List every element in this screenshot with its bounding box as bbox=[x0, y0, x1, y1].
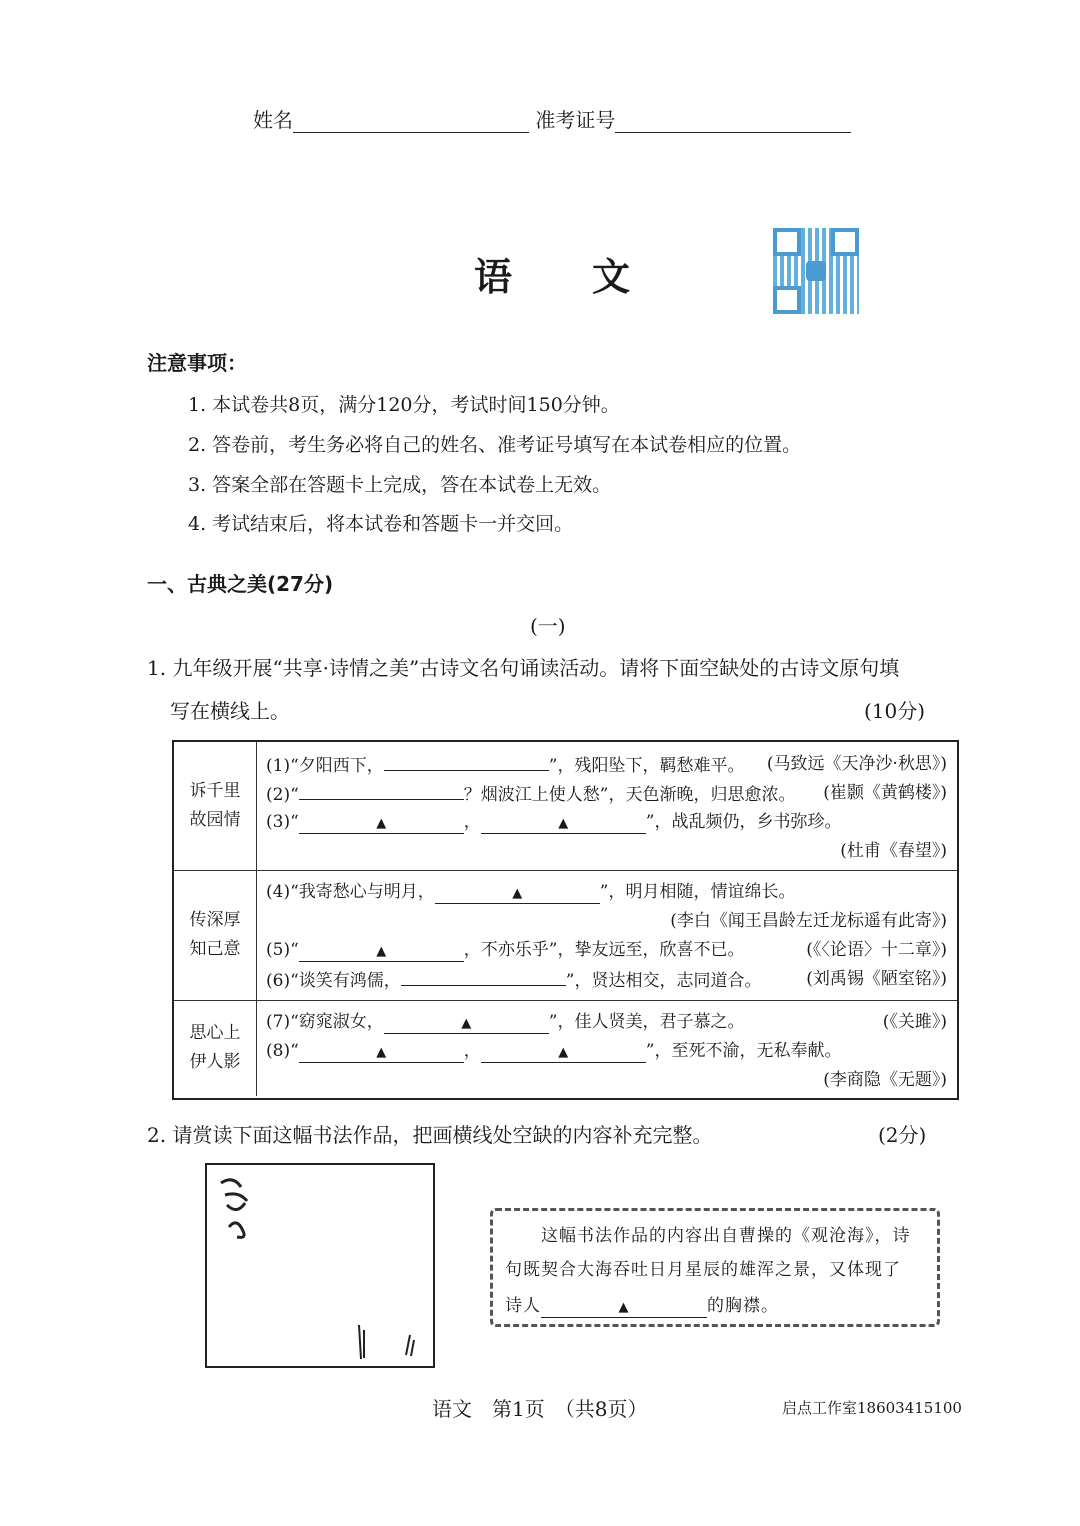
theme-text: 思心上 bbox=[189, 1023, 241, 1043]
table-row bbox=[174, 742, 957, 871]
line-text: (8)“ bbox=[266, 1041, 299, 1061]
line-text: (4)“我寄愁心与明月， bbox=[266, 882, 435, 902]
answer-blank[interactable] bbox=[541, 1297, 707, 1318]
line-text: (1)“夕阳西下， bbox=[266, 756, 384, 776]
studio-credit: 启点工作室18603415100 bbox=[782, 1399, 962, 1417]
q2-text: 2. 请赏读下面这幅书法作品，把画横线处空缺的内容补充完整。 bbox=[147, 1123, 713, 1147]
triangle-marker-icon: ▲ bbox=[376, 816, 387, 831]
line-text: (3)“ bbox=[266, 812, 299, 832]
name-field[interactable] bbox=[253, 104, 851, 133]
triangle-marker-icon: ▲ bbox=[558, 816, 569, 831]
hint-prefix: 诗人 bbox=[505, 1296, 541, 1316]
poem-line bbox=[266, 907, 947, 936]
line-text: ”，贤达相交，志同道合。 bbox=[565, 971, 762, 991]
line-text: ， bbox=[463, 1041, 481, 1061]
note-item: 1. 本试卷共8页，满分120分，考试时间150分钟。 bbox=[188, 394, 620, 416]
poem-line bbox=[266, 837, 947, 866]
name-label: 姓名 bbox=[253, 108, 293, 132]
poem-source: (刘禹锡《陋室铭》) bbox=[806, 969, 947, 989]
line-text: ”，佳人贤美，君子慕之。 bbox=[548, 1012, 745, 1032]
triangle-marker-icon: ▲ bbox=[376, 1045, 387, 1060]
triangle-marker-icon: ▲ bbox=[461, 1016, 472, 1031]
poem-line bbox=[266, 808, 947, 837]
table-row bbox=[174, 870, 957, 1001]
poem-line bbox=[266, 1037, 947, 1066]
answer-blank[interactable] bbox=[299, 1042, 464, 1063]
answer-blank[interactable] bbox=[481, 813, 646, 834]
theme-text: 伊人影 bbox=[189, 1052, 241, 1072]
poem-line bbox=[266, 1066, 947, 1095]
poem-source: (马致远《天净沙·秋思》) bbox=[766, 754, 947, 774]
line-text: (6)“谈笑有鸿儒， bbox=[266, 971, 401, 991]
row-theme-label bbox=[174, 1000, 257, 1096]
answer-blank[interactable] bbox=[401, 965, 566, 986]
poem-source: (李白《闻王昌龄左迁龙标遥有此寄》) bbox=[670, 911, 947, 931]
note-item: 3. 答案全部在答题卡上完成，答在本试卷上无效。 bbox=[188, 474, 612, 496]
line-text: (5)“ bbox=[266, 940, 299, 960]
q1-text: 1. 九年级开展“共享·诗情之美”古诗文名句诵读活动。请将下面空缺处的古诗文原句填 bbox=[147, 656, 900, 680]
poem-source: (崔颢《黄鹤楼》) bbox=[823, 783, 947, 803]
triangle-marker-icon: ▲ bbox=[376, 944, 387, 959]
line-text: ”，残阳坠下，羁愁难平。 bbox=[548, 756, 745, 776]
poem-fill-table bbox=[172, 740, 959, 1100]
line-text: (7)“窈窕淑女， bbox=[266, 1012, 384, 1032]
poem-source: (杜甫《春望》) bbox=[840, 841, 947, 861]
row-theme-label bbox=[174, 742, 257, 870]
section-heading: 一、古典之美(27分) bbox=[147, 572, 334, 596]
poem-line bbox=[266, 750, 947, 779]
answer-blank[interactable] bbox=[299, 813, 464, 834]
poem-source: (《〈论语〉十二章》) bbox=[806, 940, 947, 960]
poem-line bbox=[266, 1008, 947, 1037]
poem-source: (李商隐《无题》) bbox=[823, 1070, 947, 1090]
line-text: ”，战乱频仍，乡书弥珍。 bbox=[645, 812, 842, 832]
answer-hint-box bbox=[490, 1208, 940, 1327]
calligraphy-strokes-icon bbox=[207, 1165, 433, 1366]
line-text: (2)“ bbox=[266, 785, 299, 805]
line-text: ，不亦乐乎”，挚友远至，欣喜不已。 bbox=[463, 940, 745, 960]
page-title: 语文 bbox=[474, 254, 711, 299]
poem-line bbox=[266, 779, 947, 808]
q1-score: (10分) bbox=[864, 699, 926, 723]
theme-text: 知己意 bbox=[189, 939, 241, 959]
line-text: ”，明月相随，情谊绵长。 bbox=[599, 882, 796, 902]
poem-source: (《关雎》) bbox=[882, 1012, 947, 1032]
calligraphy-artwork bbox=[205, 1163, 435, 1368]
note-item: 4. 考试结束后，将本试卷和答题卡一并交回。 bbox=[188, 513, 574, 535]
row-theme-label bbox=[174, 870, 257, 1000]
poem-line bbox=[266, 965, 947, 994]
answer-blank[interactable] bbox=[384, 750, 549, 771]
theme-text: 故园情 bbox=[189, 810, 241, 830]
hint-line bbox=[505, 1291, 779, 1318]
answer-blank[interactable] bbox=[435, 883, 600, 904]
line-text: ？烟波江上使人愁”，天色渐晚，归思愈浓。 bbox=[463, 785, 796, 805]
answer-blank[interactable] bbox=[384, 1013, 549, 1034]
line-text: ， bbox=[463, 812, 481, 832]
page-footer: 语文 第1页 （共8页） bbox=[432, 1397, 648, 1421]
line-text: ”，至死不渝，无私奉献。 bbox=[645, 1041, 842, 1061]
theme-text: 诉千里 bbox=[189, 781, 241, 801]
poem-line bbox=[266, 936, 947, 965]
hint-line: 这幅书法作品的内容出自曹操的《观沧海》，诗 bbox=[541, 1226, 911, 1246]
answer-blank[interactable] bbox=[299, 779, 464, 800]
q1-text-cont: 写在横线上。 bbox=[170, 699, 290, 723]
hint-line: 句既契合大海吞吐日月星辰的雄浑之景，又体现了 bbox=[505, 1260, 901, 1280]
poem-line bbox=[266, 878, 947, 907]
notes-heading: 注意事项： bbox=[147, 351, 247, 375]
triangle-marker-icon: ▲ bbox=[618, 1300, 630, 1315]
qr-code-icon bbox=[773, 228, 859, 314]
table-row bbox=[174, 1000, 957, 1096]
theme-text: 传深厚 bbox=[189, 910, 241, 930]
hint-suffix: 的胸襟。 bbox=[707, 1296, 779, 1316]
answer-blank[interactable] bbox=[481, 1042, 646, 1063]
exam-id-label: 准考证号 bbox=[535, 108, 616, 132]
note-item: 2. 答卷前，考生务必将自己的姓名、准考证号填写在本试卷相应的位置。 bbox=[188, 434, 802, 456]
answer-blank[interactable] bbox=[299, 941, 464, 962]
q2-score: (2分) bbox=[878, 1123, 927, 1147]
triangle-marker-icon: ▲ bbox=[512, 886, 523, 901]
triangle-marker-icon: ▲ bbox=[558, 1045, 569, 1060]
part-heading: (一) bbox=[530, 614, 566, 638]
